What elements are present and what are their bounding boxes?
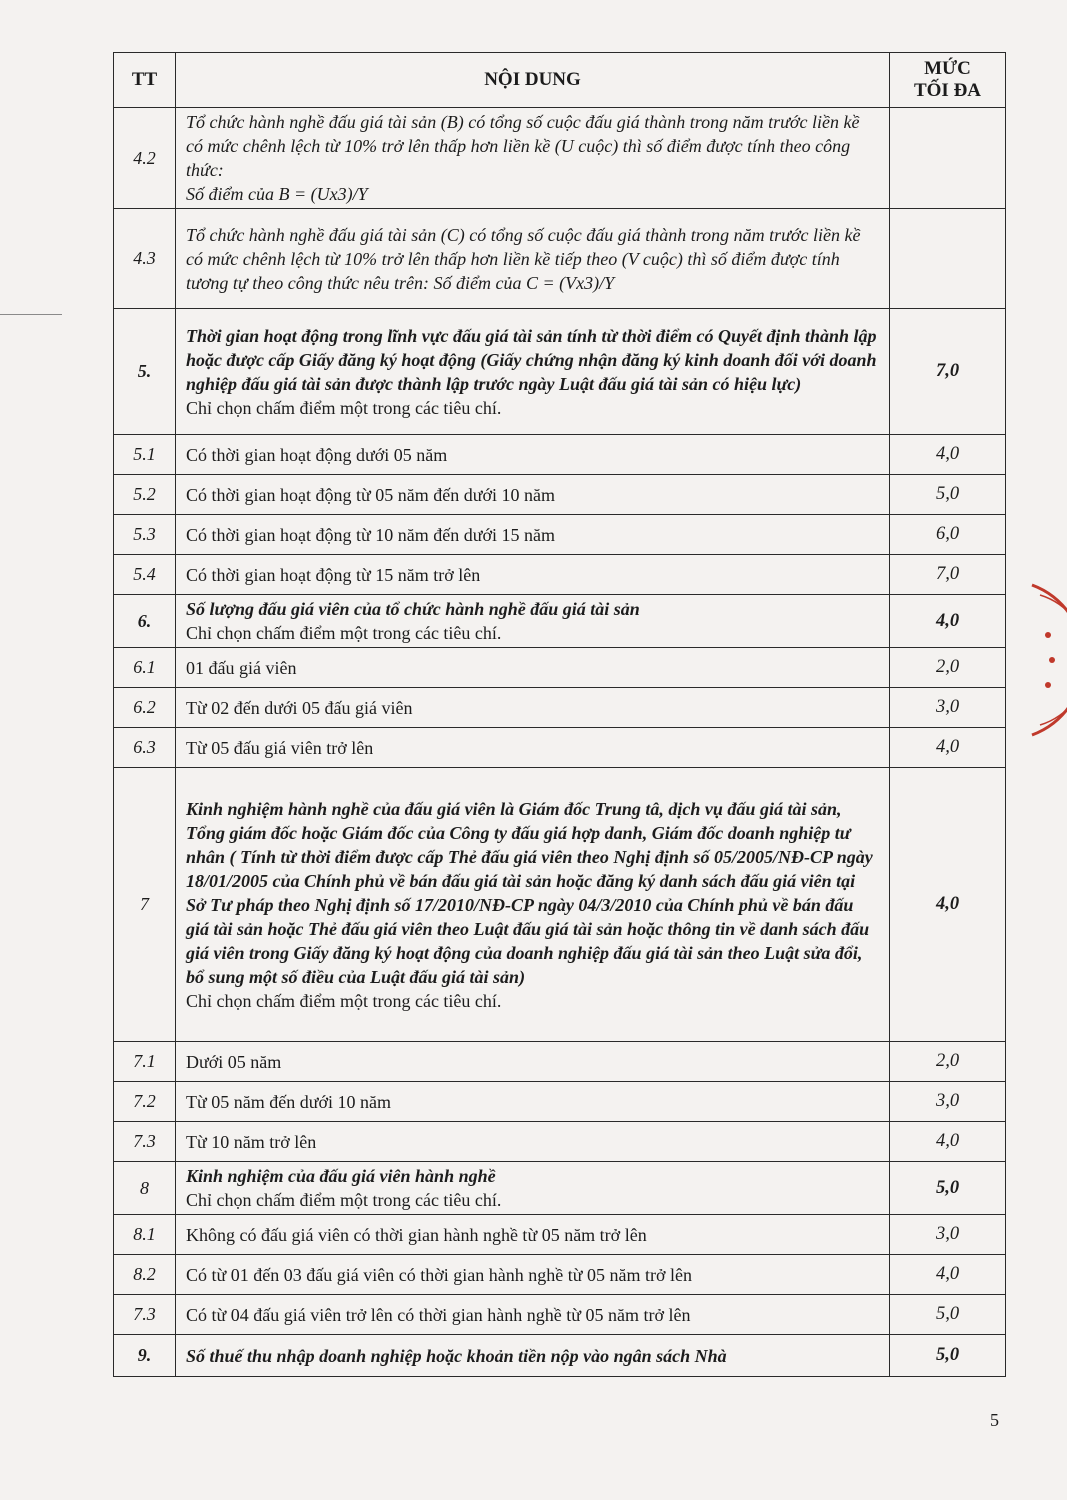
row-tt: 5.3 [114, 515, 176, 555]
row-content: Có thời gian hoạt động từ 05 năm đến dưới 10 năm [176, 475, 890, 515]
row-note: Chỉ chọn chấm điểm một trong các tiêu chí. [186, 1190, 502, 1210]
table-row [114, 515, 1006, 555]
table-row [114, 1335, 1006, 1377]
row-max [890, 108, 1006, 209]
row-heading: Thời gian hoạt động trong lĩnh vực đấu giá tài sản tính từ thời điểm có Quyết định thành lập hoặc được cấp Giấy đăng ký hoạt động (Giấy chứng nhận đăng ký kinh doanh đối với doanh nghiệp đấu giá tài sản được thành lập trước ngày Luật đấu giá tài sản có hiệu lực) [186, 325, 877, 394]
row-content [176, 108, 890, 209]
row-content: Từ 10 năm trở lên [176, 1122, 890, 1162]
row-tt: 6.2 [114, 688, 176, 728]
row-tt: 8.2 [114, 1255, 176, 1295]
row-tt: 8.1 [114, 1215, 176, 1255]
row-max: 4,0 [890, 595, 1006, 648]
row-max: 3,0 [890, 688, 1006, 728]
red-seal-stamp [1022, 575, 1067, 745]
table-row [114, 435, 1006, 475]
row-content: Có thời gian hoạt động từ 15 năm trở lên [176, 555, 890, 595]
table-row [114, 1215, 1006, 1255]
scan-margin-mark [0, 314, 62, 315]
row-formula: Số điểm của B = (Ux3)/Y [186, 184, 368, 204]
table-row [114, 728, 1006, 768]
table-row [114, 1082, 1006, 1122]
row-content: Có thời gian hoạt động dưới 05 năm [176, 435, 890, 475]
row-tt: 5.1 [114, 435, 176, 475]
row-content [176, 1162, 890, 1215]
table-row [114, 595, 1006, 648]
row-tt: 6.3 [114, 728, 176, 768]
row-content: Có thời gian hoạt động từ 10 năm đến dưới 15 năm [176, 515, 890, 555]
table-row [114, 555, 1006, 595]
table-row [114, 475, 1006, 515]
row-content [176, 209, 890, 309]
table-row [114, 309, 1006, 435]
row-max: 7,0 [890, 309, 1006, 435]
row-tt: 5.4 [114, 555, 176, 595]
row-tt: 5. [114, 309, 176, 435]
header-tt: TT [114, 53, 176, 108]
row-content: 01 đấu giá viên [176, 648, 890, 688]
row-max: 5,0 [890, 1295, 1006, 1335]
table-row [114, 209, 1006, 309]
row-note: Chỉ chọn chấm điểm một trong các tiêu chí. [186, 397, 502, 418]
row-content [176, 595, 890, 648]
row-heading: Kinh nghiệm hành nghề của đấu giá viên là Giám đốc Trung tâ, dịch vụ đấu giá tài sản, Tổng giám đốc hoặc Giám đốc của Công ty đấu giá hợp danh, Giám đốc doanh nghiệp tư nhân ( Tính từ thời điểm được cấp Thẻ đấu giá viên theo Nghị định số 05/2005/NĐ-CP ngày 18/01/2005 của Chính phủ về bán đấu giá tài sản hoặc đăng ký danh sách đấu giá viên tại Sở Tư pháp theo Nghị định số 17/2010/NĐ-CP ngày 04/3/2010 của Chính phủ về bán đấu giá tài sản hoặc Thẻ đấu giá viên theo Luật đấu giá tài sản hoặc thông tin về danh sách đấu giá viên trong Giấy đăng ký hoạt động của doanh nghiệp đấu giá tài sản theo Luật sửa đổi, bổ sung một số điều của Luật đấu giá tài sản) [186, 798, 873, 987]
row-content [176, 309, 890, 435]
row-max: 2,0 [890, 1042, 1006, 1082]
row-max: 4,0 [890, 435, 1006, 475]
row-max: 3,0 [890, 1215, 1006, 1255]
table-row [114, 1255, 1006, 1295]
table-row [114, 1295, 1006, 1335]
row-max: 4,0 [890, 1122, 1006, 1162]
row-max: 2,0 [890, 648, 1006, 688]
header-max [890, 53, 1006, 108]
page-number: 5 [990, 1410, 999, 1430]
row-max: 7,0 [890, 555, 1006, 595]
row-max: 5,0 [890, 475, 1006, 515]
row-heading: Số thuế thu nhập doanh nghiệp hoặc khoản tiền nộp vào ngân sách Nhà [186, 1345, 727, 1366]
row-tt: 5.2 [114, 475, 176, 515]
table-header-row [114, 53, 1006, 108]
table-row [114, 1042, 1006, 1082]
row-content: Từ 05 đấu giá viên trở lên [176, 728, 890, 768]
row-tt: 9. [114, 1335, 176, 1377]
row-max: 5,0 [890, 1162, 1006, 1215]
row-tt: 7.1 [114, 1042, 176, 1082]
header-content: NỘI DUNG [176, 53, 890, 108]
row-content: Dưới 05 năm [176, 1042, 890, 1082]
row-heading: Số lượng đấu giá viên của tổ chức hành nghề đấu giá tài sản [186, 599, 640, 619]
row-content: Không có đấu giá viên có thời gian hành nghề từ 05 năm trở lên [176, 1215, 890, 1255]
table-row [114, 648, 1006, 688]
row-text: Tổ chức hành nghề đấu giá tài sản (B) có tổng số cuộc đấu giá thành trong năm trước liền kề có mức chênh lệch từ 10% trở lên thấp hơn liền kề (U cuộc) thì số điểm được tính theo công thức: [186, 112, 860, 180]
row-max: 4,0 [890, 728, 1006, 768]
table-row [114, 688, 1006, 728]
row-max: 4,0 [890, 1255, 1006, 1295]
row-max: 3,0 [890, 1082, 1006, 1122]
row-tt: 7.2 [114, 1082, 176, 1122]
row-tt: 7.3 [114, 1295, 176, 1335]
row-max: 4,0 [890, 768, 1006, 1042]
row-note: Chỉ chọn chấm điểm một trong các tiêu chí. [186, 990, 502, 1011]
header-max-line2: TỐI ĐA [913, 80, 982, 101]
row-tt: 4.2 [114, 108, 176, 209]
row-content: Có từ 04 đấu giá viên trở lên có thời gian hành nghề từ 05 năm trở lên [176, 1295, 890, 1335]
row-content [176, 768, 890, 1042]
row-max: 6,0 [890, 515, 1006, 555]
row-heading: Kinh nghiệm của đấu giá viên hành nghề [186, 1166, 496, 1186]
table-row [114, 108, 1006, 209]
row-tt: 6.1 [114, 648, 176, 688]
table-row [114, 1162, 1006, 1215]
row-content [176, 1335, 890, 1377]
row-content: Có từ 01 đến 03 đấu giá viên có thời gian hành nghề từ 05 năm trở lên [176, 1255, 890, 1295]
row-tt: 7.3 [114, 1122, 176, 1162]
row-max: 5,0 [890, 1335, 1006, 1377]
table-row [114, 1122, 1006, 1162]
row-tt: 6. [114, 595, 176, 648]
row-note: Chỉ chọn chấm điểm một trong các tiêu chí. [186, 623, 502, 643]
row-content: Từ 02 đến dưới 05 đấu giá viên [176, 688, 890, 728]
row-tt: 8 [114, 1162, 176, 1215]
header-max-line1: MỨC [924, 58, 971, 79]
row-max [890, 209, 1006, 309]
row-text: Tổ chức hành nghề đấu giá tài sản (C) có tổng số cuộc đấu giá thành trong năm trước liền kề có mức chênh lệch từ 10% trở lên thấp hơn liền kề tiếp theo (V cuộc) thì số điểm được tính tương tự theo công thức nêu trên: Số điểm của C = (Vx3)/Y [186, 224, 861, 293]
row-content: Từ 05 năm đến dưới 10 năm [176, 1082, 890, 1122]
row-tt: 7 [114, 768, 176, 1042]
table-row [114, 768, 1006, 1042]
row-tt: 4.3 [114, 209, 176, 309]
scoring-table [113, 52, 1005, 1377]
